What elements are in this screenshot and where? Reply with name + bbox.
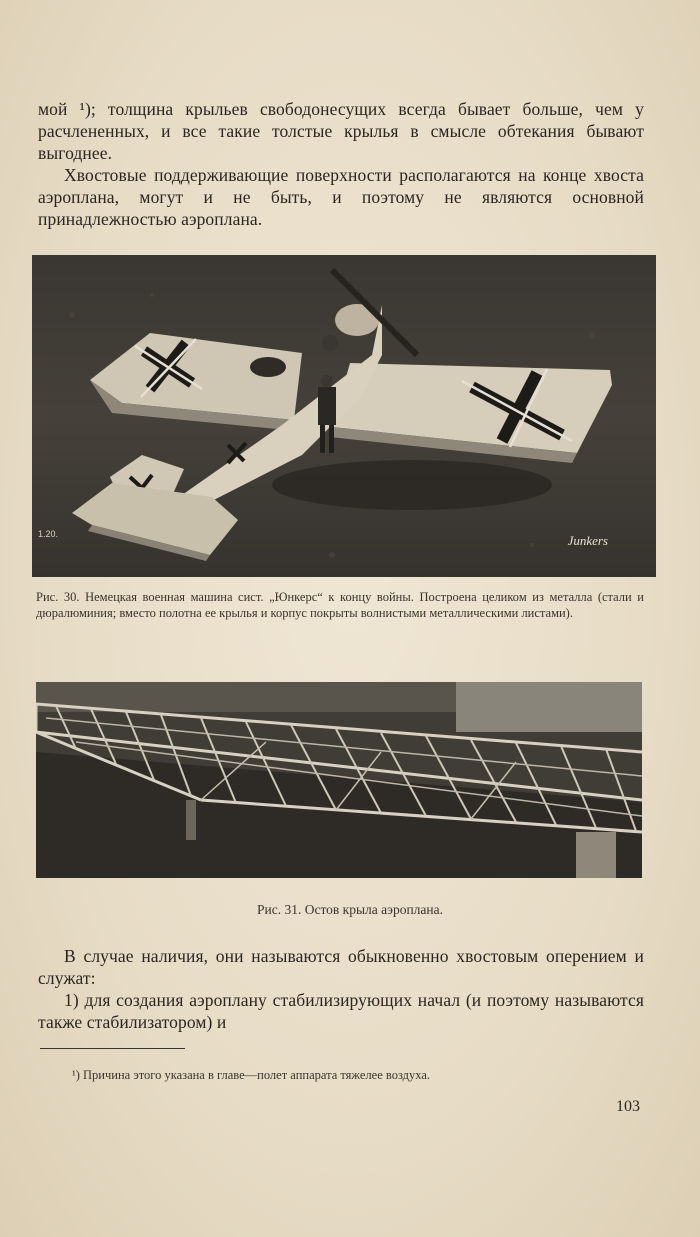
figure-30-photo [32, 255, 656, 577]
figure-31-photo [36, 682, 642, 878]
figure-30-watermark: Junkers [567, 533, 608, 548]
footnote-divider [40, 1048, 185, 1049]
paragraph-1: мой ¹); толщина крыльев свободонесущих всегда бывает больше, чем у расчлененных, и все такие толстые крылья в смысле обтекания бывают выгоднее. [38, 99, 644, 163]
figure-30-caption: Рис. 30. Немецкая военная машина сист. „Юнкерс“ к концу войны. Построена целиком из металла (стали и дюралюминия; вместо полотна ее крылья и корпус покрыты волнистыми металлическими листами). [36, 590, 644, 620]
paragraph-3: В случае наличия, они называются обыкновенно хвостовым оперением и служат: [38, 946, 644, 988]
paragraph-4: 1) для создания аэроплану стабилизирующих начал (и поэтому называются также стабилизатором) и [38, 990, 644, 1032]
figure-31-caption: Рис. 31. Остов крыла аэроплана. [256, 902, 443, 917]
figure-30-corner-mark: 1.20. [38, 529, 59, 539]
paragraph-2: Хвостовые поддерживающие поверхности располагаются на конце хвоста аэроплана, могут и не быть, и поэтому не являются основной принадлежностью аэроплана. [38, 165, 644, 229]
page-number: 103 [616, 1098, 640, 1115]
footnote: ¹) Причина этого указана в главе—полет аппарата тяжелее воздуха. [72, 1068, 431, 1082]
